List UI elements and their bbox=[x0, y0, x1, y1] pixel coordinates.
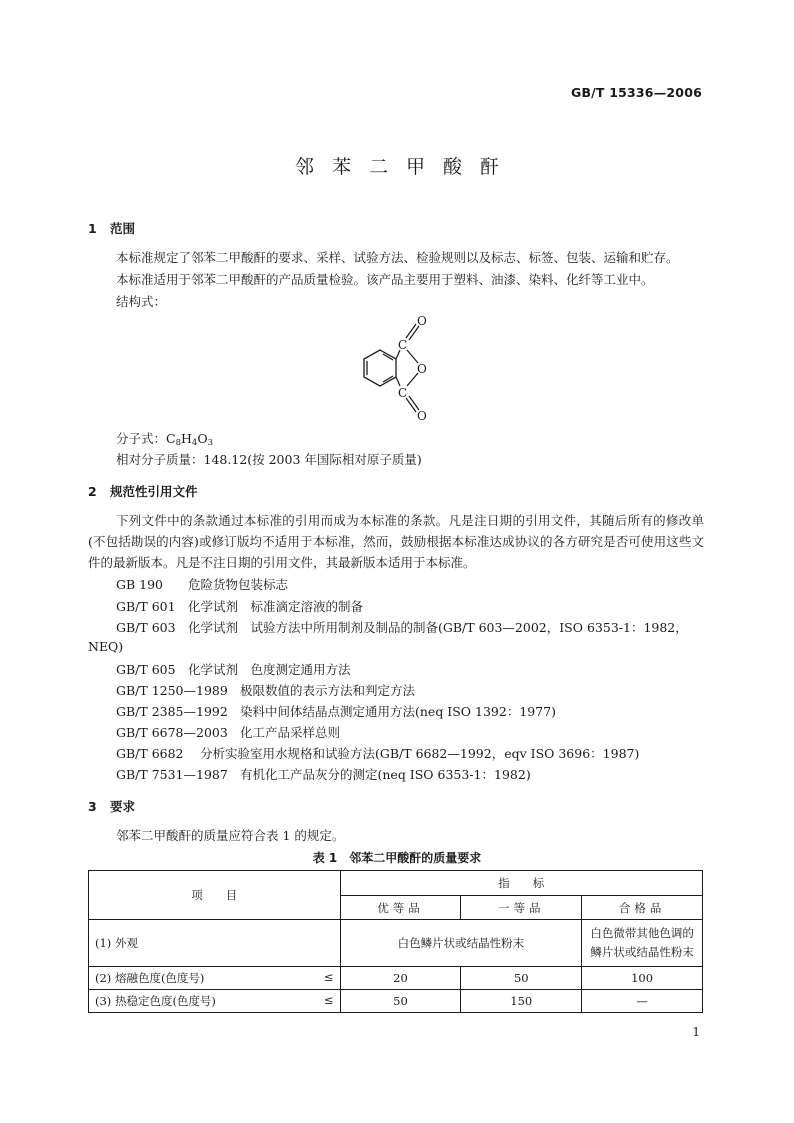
atom-o-ring: O bbox=[417, 362, 427, 376]
table-row bbox=[89, 967, 703, 990]
ref-gbt-605 bbox=[116, 660, 351, 678]
standard-code: GB/T 15336—2006 bbox=[570, 85, 702, 100]
cell-heat-qualified: — bbox=[582, 990, 703, 1013]
leq-symbol: ≤ bbox=[323, 970, 334, 984]
molecular-formula-label: 分子式： bbox=[116, 431, 167, 446]
table-row bbox=[89, 920, 703, 967]
atom-o-bottom: O bbox=[417, 409, 427, 423]
header-item: 项 目 bbox=[89, 871, 341, 920]
table-row bbox=[89, 990, 703, 1013]
cell-heat-superior: 50 bbox=[340, 990, 461, 1013]
table-caption: 表 1 邻苯二甲酸酐的质量要求 bbox=[312, 851, 482, 865]
ref-code: GB/T 6682 bbox=[116, 746, 184, 761]
scope-line-1: 本标准规定了邻苯二甲酸酐的要求、采样、试验方法、检验规则以及标志、标签、包装、运输和贮存。 bbox=[116, 250, 679, 265]
ref-title: 危险货物包装标志 bbox=[188, 577, 289, 592]
formula-h: H bbox=[181, 431, 192, 446]
section-1-title: 范围 bbox=[110, 221, 136, 236]
formula-o: O bbox=[197, 431, 208, 446]
ref-title: 有机化工产品灰分的测定(neq ISO 6353-1：1982) bbox=[240, 767, 531, 782]
section-2-number: 2 bbox=[88, 484, 97, 499]
ref-gbt-6678 bbox=[116, 723, 340, 741]
scope-line-2: 本标准适用于邻苯二甲酸酐的产品质量检验。该产品主要用于塑料、油漆、染料、化纤等工业中。 bbox=[116, 272, 654, 287]
header-index: 指 标 bbox=[340, 871, 702, 896]
page-number: 1 bbox=[692, 1025, 700, 1039]
section-2-title: 规范性引用文件 bbox=[110, 484, 198, 499]
row-item-appearance: (1) 外观 bbox=[89, 920, 341, 967]
ref-code: GB/T 2385—1992 bbox=[116, 704, 228, 719]
structural-formula bbox=[350, 312, 450, 430]
ref-gbt-601 bbox=[116, 597, 363, 615]
cell-melt-qualified: 100 bbox=[582, 967, 703, 990]
normative-refs-paragraph: 下列文件中的条款通过本标准的引用而成为本标准的条款。凡是注日期的引用文件，其随后所有的修改单(不包括勘误的内容)或修订版均不适用于本标准，然而，鼓励根据本标准达成协议的各方研究是否可使用这些文件的最新版本。凡是不注日期的引用文件，其最新版本适用于本标准。 bbox=[88, 513, 704, 570]
cell-line: 白色微带其他色调的 bbox=[590, 926, 694, 940]
section-3-number: 3 bbox=[88, 799, 97, 814]
ref-title: 极限数值的表示方法和判定方法 bbox=[240, 683, 416, 698]
section-3-heading bbox=[88, 797, 135, 815]
section-1-number: 1 bbox=[88, 221, 97, 236]
ref-gbt-603-continuation: NEQ) bbox=[88, 639, 124, 654]
cell-melt-superior: 20 bbox=[340, 967, 461, 990]
section-3-title: 要求 bbox=[110, 799, 136, 814]
header-grade-first: 一等品 bbox=[461, 896, 582, 920]
formula-o-count: 3 bbox=[207, 438, 214, 448]
ref-gbt-6682 bbox=[116, 744, 639, 762]
ref-title: 化工产品采样总则 bbox=[240, 725, 341, 740]
ref-code: GB 190 bbox=[116, 577, 164, 592]
ref-title: 染料中间体结晶点测定通用方法(neq ISO 1392：1977) bbox=[240, 704, 557, 719]
molecular-mass-line: 相对分子质量：148.12(按 2003 年国际相对原子质量) bbox=[116, 452, 422, 467]
cell-appearance-merged: 白色鳞片状或结晶性粉末 bbox=[340, 920, 582, 967]
item-label: (2) 熔融色度(色度号) bbox=[95, 971, 205, 985]
cell-melt-first: 50 bbox=[461, 967, 582, 990]
formula-h-count: 4 bbox=[191, 438, 198, 448]
formula-c: C bbox=[166, 431, 176, 446]
ref-gbt-1250 bbox=[116, 681, 415, 699]
ref-code: GB/T 6678—2003 bbox=[116, 725, 228, 740]
ref-title: 化学试剂 标准滴定溶液的制备 bbox=[188, 599, 364, 614]
header-grade-qualified: 合格品 bbox=[582, 896, 703, 920]
row-item-melt-color bbox=[89, 967, 341, 990]
cell-appearance-qualified bbox=[582, 920, 703, 967]
ref-title: 分析实验室用水规格和试验方法(GB/T 6682—1992，eqv ISO 3696：1987) bbox=[200, 746, 640, 761]
section-2-heading bbox=[88, 482, 198, 500]
document-title: 邻苯二甲酸酐 bbox=[294, 156, 517, 178]
row-item-heat-color bbox=[89, 990, 341, 1013]
leq-symbol: ≤ bbox=[323, 993, 334, 1007]
ref-code: GB/T 7531—1987 bbox=[116, 767, 228, 782]
cell-line: 鳞片状或结晶性粉末 bbox=[590, 945, 694, 959]
requirements-intro: 邻苯二甲酸酐的质量应符合表 1 的规定。 bbox=[116, 828, 345, 843]
ref-code: GB/T 605 bbox=[116, 662, 176, 677]
table-header-row bbox=[89, 871, 703, 896]
ref-title: 化学试剂 色度测定通用方法 bbox=[188, 662, 351, 677]
cell-heat-first: 150 bbox=[461, 990, 582, 1013]
ref-gbt-2385 bbox=[116, 702, 556, 720]
ref-gbt-603 bbox=[116, 618, 688, 636]
structure-label: 结构式： bbox=[116, 294, 167, 309]
header-grade-superior: 优等品 bbox=[340, 896, 461, 920]
benzene-ring bbox=[364, 350, 396, 386]
molecular-formula-line bbox=[116, 429, 213, 448]
atom-c-bottom: C bbox=[398, 386, 408, 400]
ref-code: GB/T 603 bbox=[116, 620, 176, 635]
section-1-heading bbox=[88, 219, 135, 237]
ref-gb-190 bbox=[116, 575, 288, 593]
atom-o-top: O bbox=[417, 314, 427, 328]
ref-code: GB/T 601 bbox=[116, 599, 176, 614]
item-label: (3) 热稳定色度(色度号) bbox=[95, 994, 216, 1008]
atom-c-top: C bbox=[398, 338, 408, 352]
ref-code: GB/T 1250—1989 bbox=[116, 683, 228, 698]
ref-gbt-7531 bbox=[116, 765, 531, 783]
formula-c-count: 8 bbox=[175, 438, 182, 448]
quality-requirements-table bbox=[88, 870, 703, 1013]
ref-title: 化学试剂 试验方法中所用制剂及制品的制备(GB/T 603—2002，ISO 6353-1：1982， bbox=[188, 620, 688, 635]
